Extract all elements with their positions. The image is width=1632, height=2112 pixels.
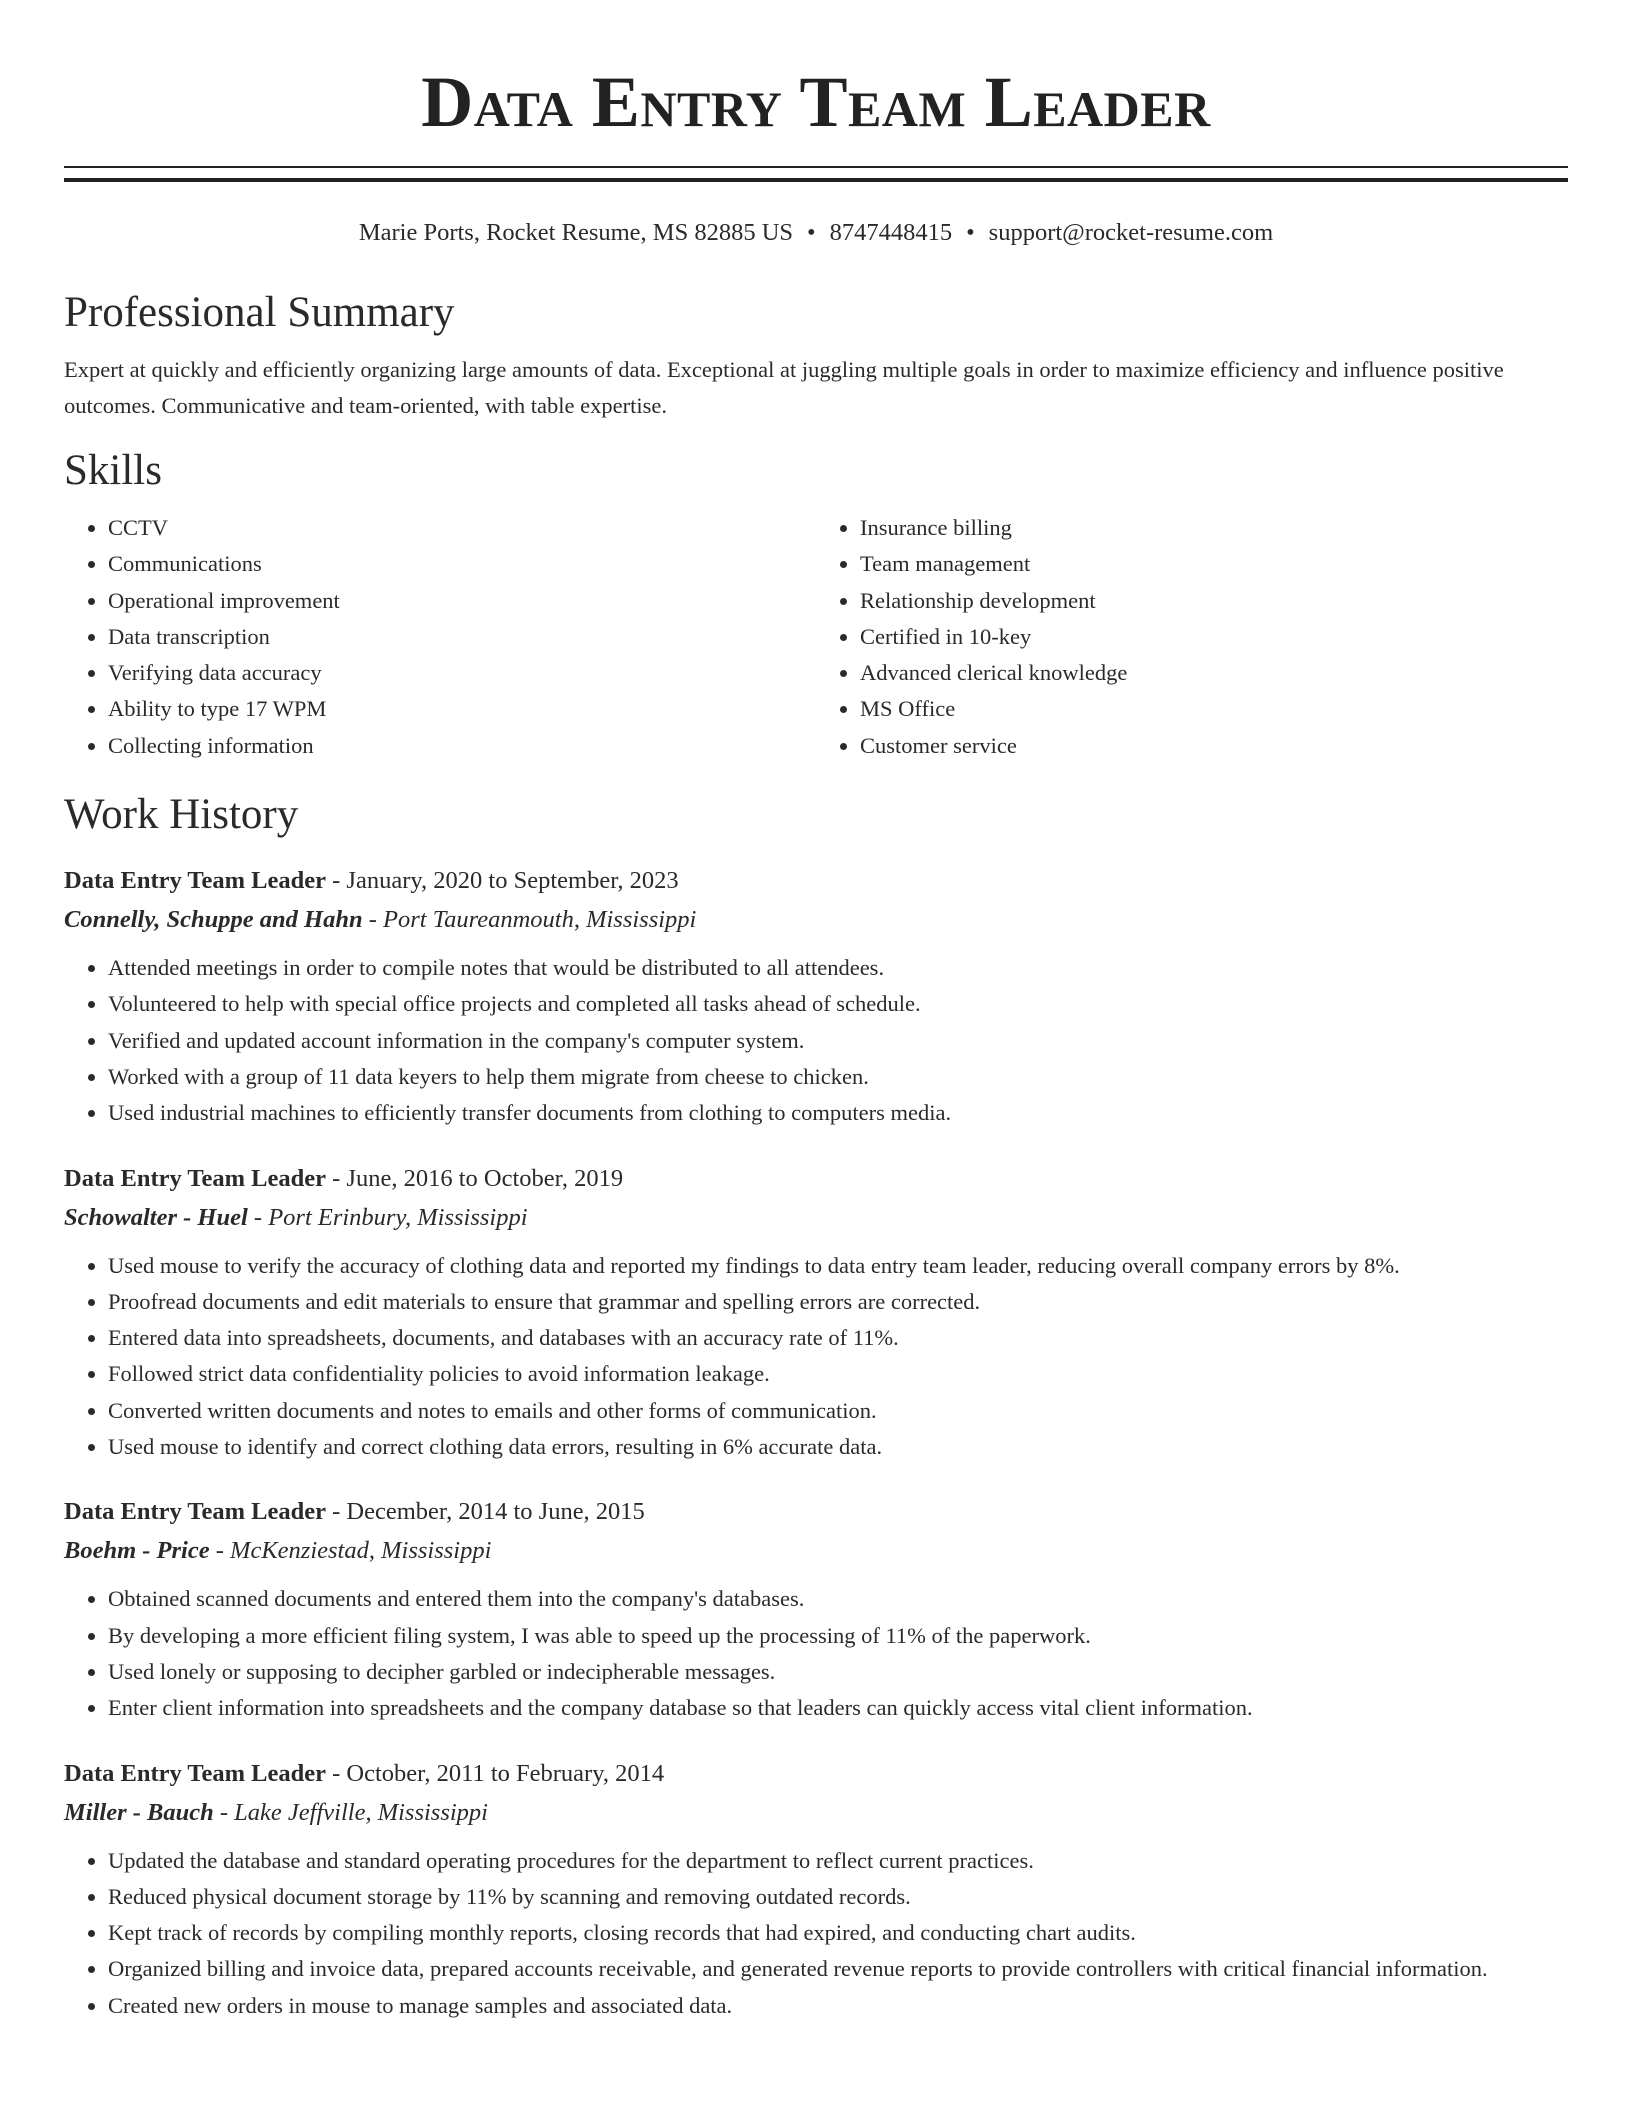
contact-separator: • xyxy=(807,219,816,246)
job-bullet: • Proofread documents and edit materials to ensure that grammar and spelling errors are corrected. xyxy=(108,1284,1568,1320)
job-bullet: • Worked with a group of 11 data keyers to help them migrate from cheese to chicken. xyxy=(108,1059,1568,1095)
job-bullet: • Used lonely or supposing to decipher garbled or indecipherable messages. xyxy=(108,1654,1568,1690)
job-bullet: • By developing a more efficient filing system, I was able to speed up the processing of 11% of the paperwork. xyxy=(108,1618,1568,1654)
skills-heading: Skills xyxy=(64,447,162,494)
job-bullet: • Created new orders in mouse to manage samples and associated data. xyxy=(108,1988,1568,2024)
skill-item: • Team management xyxy=(860,546,1568,582)
skill-item: • Relationship development xyxy=(860,583,1568,619)
job-bullet: • Organized billing and invoice data, prepared accounts receivable, and generated revenue reports to provide controllers with critical financial information. xyxy=(108,1951,1568,1987)
skill-item: • Operational improvement xyxy=(108,583,816,619)
skill-item: • Verifying data accuracy xyxy=(108,655,816,691)
job-bullet: • Updated the database and standard operating procedures for the department to reflect current practices. xyxy=(108,1843,1568,1879)
contact-address: Marie Ports, Rocket Resume, MS 82885 US xyxy=(358,219,794,246)
resume-title: Data Entry Team Leader xyxy=(421,62,1211,142)
job-location: Port Taureanmouth, Mississippi xyxy=(383,906,697,934)
job-entry xyxy=(64,1160,1568,1466)
title-double-rule xyxy=(64,166,1568,182)
job-company: Boehm - Price xyxy=(64,1537,210,1565)
job-title-line: Data Entry Team Leader - June, 2016 to October, 2019 xyxy=(64,1164,624,1192)
job-company: Miller - Bauch xyxy=(64,1798,214,1826)
job-entry xyxy=(64,1755,1568,2024)
skill-item: • Advanced clerical knowledge xyxy=(860,655,1568,691)
job-dates: December, 2014 to June, 2015 xyxy=(346,1498,645,1526)
skills-list-right xyxy=(816,510,1568,764)
summary-text: Expert at quickly and efficiently organizing large amounts of data. Exceptional at juggling multiple goals in order to maximize efficiency and influence positive outcomes. Communicative and team-oriented, with table expertise. xyxy=(64,357,1504,418)
skill-item: • Collecting information xyxy=(108,728,816,764)
job-bullets xyxy=(64,1843,1568,2024)
job-entry xyxy=(64,862,1568,1131)
contact-phone: 8747448415 xyxy=(829,219,953,246)
job-bullet: • Enter client information into spreadsheets and the company database so that leaders can quickly access vital client information. xyxy=(108,1690,1568,1726)
skill-item: • CCTV xyxy=(108,510,816,546)
skill-item: • Insurance billing xyxy=(860,510,1568,546)
work-history-heading: Work History xyxy=(64,791,299,839)
job-title-line: Data Entry Team Leader - January, 2020 to September, 2023 xyxy=(64,867,679,895)
job-bullet: • Attended meetings in order to compile notes that would be distributed to all attendees. xyxy=(108,950,1568,986)
job-entry xyxy=(64,1493,1568,1726)
job-bullet: • Followed strict data confidentiality policies to avoid information leakage. xyxy=(108,1356,1568,1392)
job-company: Schowalter - Huel xyxy=(64,1203,248,1231)
job-bullet: • Used mouse to identify and correct clothing data errors, resulting in 6% accurate data. xyxy=(108,1429,1568,1465)
job-bullets xyxy=(64,1581,1568,1726)
contact-separator: • xyxy=(966,219,975,246)
job-bullet: • Obtained scanned documents and entered them into the company's databases. xyxy=(108,1581,1568,1617)
job-company-line: Boehm - Price - McKenziestad, Mississippi xyxy=(64,1537,492,1565)
job-bullets xyxy=(64,1248,1568,1466)
job-title: Data Entry Team Leader xyxy=(64,1164,326,1192)
job-bullet: • Used mouse to verify the accuracy of clothing data and reported my findings to data entry team leader, reducing overall company errors by 8%. xyxy=(108,1248,1568,1284)
job-company-line: Connelly, Schuppe and Hahn - Port Taureanmouth, Mississippi xyxy=(64,906,697,934)
job-location: McKenziestad, Mississippi xyxy=(230,1537,492,1565)
job-location: Lake Jeffville, Mississippi xyxy=(234,1798,488,1826)
job-bullet: • Used industrial machines to efficiently transfer documents from clothing to computers media. xyxy=(108,1095,1568,1131)
job-title-line: Data Entry Team Leader - October, 2011 to February, 2014 xyxy=(64,1759,665,1787)
job-title: Data Entry Team Leader xyxy=(64,1759,326,1787)
job-dates: June, 2016 to October, 2019 xyxy=(346,1164,624,1192)
skills-list-left xyxy=(64,510,816,764)
skill-item: • Certified in 10-key xyxy=(860,619,1568,655)
skill-item: • Customer service xyxy=(860,728,1568,764)
job-bullet: • Kept track of records by compiling monthly reports, closing records that had expired, and conducting chart audits. xyxy=(108,1915,1568,1951)
job-title: Data Entry Team Leader xyxy=(64,867,326,895)
contact-email: support@rocket-resume.com xyxy=(988,219,1274,246)
job-bullet: • Verified and updated account information in the company's computer system. xyxy=(108,1023,1568,1059)
job-title: Data Entry Team Leader xyxy=(64,1498,326,1526)
summary-heading: Professional Summary xyxy=(64,289,455,336)
skill-item: • Data transcription xyxy=(108,619,816,655)
skill-item: • MS Office xyxy=(860,691,1568,727)
job-bullets xyxy=(64,950,1568,1131)
skill-item: • Communications xyxy=(108,546,816,582)
job-bullet: • Entered data into spreadsheets, documents, and databases with an accuracy rate of 11%. xyxy=(108,1320,1568,1356)
skill-item: • Ability to type 17 WPM xyxy=(108,691,816,727)
job-bullet: • Converted written documents and notes to emails and other forms of communication. xyxy=(108,1393,1568,1429)
job-title-line: Data Entry Team Leader - December, 2014 to June, 2015 xyxy=(64,1498,645,1526)
job-company-line: Schowalter - Huel - Port Erinbury, Mississippi xyxy=(64,1203,528,1231)
job-location: Port Erinbury, Mississippi xyxy=(268,1203,528,1231)
job-bullet: • Volunteered to help with special office projects and completed all tasks ahead of schedule. xyxy=(108,986,1568,1022)
job-dates: January, 2020 to September, 2023 xyxy=(346,867,679,895)
contact-line xyxy=(64,218,1568,248)
job-bullet: • Reduced physical document storage by 11% by scanning and removing outdated records. xyxy=(108,1879,1568,1915)
job-company-line: Miller - Bauch - Lake Jeffville, Mississippi xyxy=(64,1798,488,1826)
work-history-list xyxy=(64,862,1568,2024)
job-dates: October, 2011 to February, 2014 xyxy=(346,1759,665,1787)
skills-columns xyxy=(64,510,1568,764)
job-company: Connelly, Schuppe and Hahn xyxy=(64,906,363,934)
